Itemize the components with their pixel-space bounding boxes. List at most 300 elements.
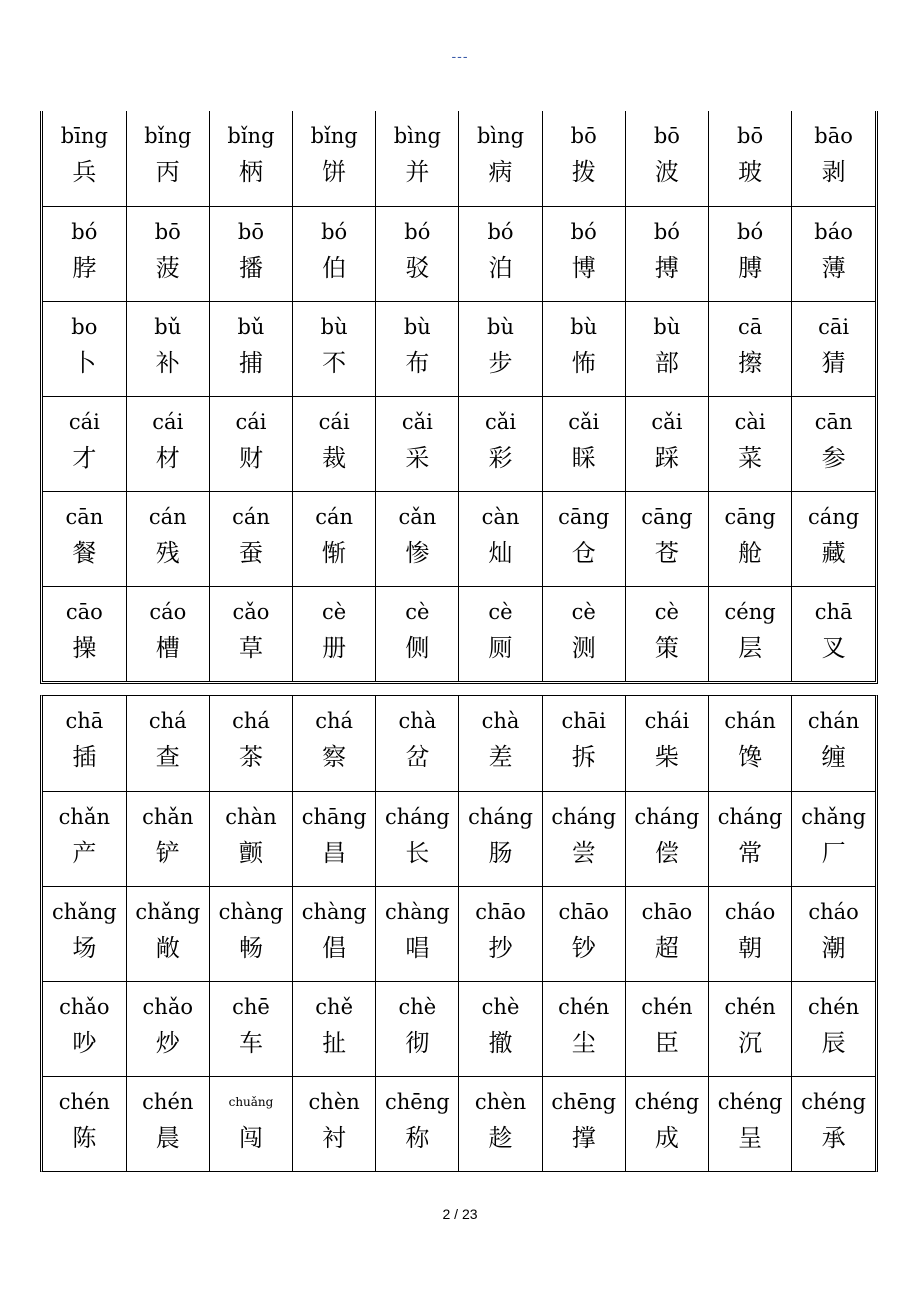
hanzi-character: 脖 [72, 253, 97, 282]
character-cell [209, 396, 292, 491]
hanzi-character: 舱 [738, 538, 763, 567]
character-cell [709, 981, 792, 1076]
pinyin-label: chǎo [142, 994, 193, 1019]
hanzi-character: 步 [488, 348, 513, 377]
character-cell [209, 586, 292, 681]
pinyin-label: cài [734, 409, 766, 434]
character-cell [43, 696, 126, 791]
character-cell [376, 791, 459, 886]
pinyin-label: bìng [393, 124, 441, 148]
character-cell [209, 696, 292, 791]
character-cell [542, 791, 625, 886]
hanzi-character: 产 [72, 838, 97, 867]
hanzi-character: 超 [654, 933, 679, 962]
pinyin-label: cán [232, 504, 270, 529]
hanzi-character: 惨 [405, 538, 430, 567]
character-cell [293, 981, 376, 1076]
pinyin-label: chēng [385, 1089, 450, 1114]
pinyin-label: bō [653, 124, 680, 148]
character-cell [542, 886, 625, 981]
hanzi-character: 肠 [488, 838, 513, 867]
character-cell [792, 981, 875, 1076]
hanzi-character: 倡 [322, 933, 347, 962]
pinyin-label: chāo [475, 899, 526, 924]
hanzi-character: 布 [405, 348, 430, 377]
pinyin-label: chuǎng [228, 1094, 274, 1109]
pinyin-label: chǎng [51, 899, 117, 924]
character-cell [293, 396, 376, 491]
table-row [43, 886, 875, 981]
hanzi-character: 柄 [238, 158, 263, 186]
character-cell [126, 696, 209, 791]
hanzi-character: 承 [821, 1123, 846, 1152]
character-cell [126, 981, 209, 1076]
pinyin-label: cǎn [398, 504, 437, 529]
hanzi-character: 成 [654, 1123, 679, 1152]
character-cell [126, 206, 209, 301]
pinyin-label: cè [322, 599, 347, 624]
pinyin-label: cān [814, 409, 853, 434]
hanzi-character: 苍 [654, 538, 679, 567]
character-cell [459, 206, 542, 301]
hanzi-character: 敞 [155, 933, 180, 962]
character-cell [709, 111, 792, 206]
pinyin-label: cái [152, 409, 184, 434]
hanzi-character: 槽 [155, 633, 180, 662]
character-cell [293, 491, 376, 586]
character-cell [542, 491, 625, 586]
character-cell [43, 301, 126, 396]
hanzi-character: 部 [654, 348, 679, 377]
hanzi-character: 畅 [238, 933, 263, 962]
character-cell [376, 111, 459, 206]
pinyin-label: chè [481, 994, 520, 1019]
character-cell [126, 301, 209, 396]
pinyin-label: chéng [634, 1089, 700, 1114]
character-cell [43, 111, 126, 206]
pinyin-label: càn [481, 504, 520, 529]
hanzi-character: 趁 [488, 1123, 513, 1152]
pinyin-label: cāng [558, 504, 610, 529]
pinyin-label: cháng [384, 804, 450, 829]
character-cell [709, 491, 792, 586]
hanzi-character: 泊 [488, 253, 513, 282]
hanzi-character: 昌 [322, 838, 347, 867]
hanzi-character: 叉 [821, 633, 846, 662]
hanzi-character: 撤 [488, 1028, 513, 1057]
hanzi-character: 钞 [571, 933, 596, 962]
character-cell [376, 1076, 459, 1171]
hanzi-character: 呈 [738, 1123, 763, 1152]
pinyin-grid-block-1 [40, 111, 878, 684]
pinyin-label: chǎo [59, 994, 110, 1019]
hanzi-character: 策 [654, 633, 679, 662]
pinyin-label: cǎo [232, 599, 270, 624]
table-row [43, 491, 875, 586]
hanzi-character: 病 [488, 158, 513, 186]
pinyin-label: bāo [814, 124, 853, 148]
pinyin-label: chàng [301, 899, 367, 924]
pinyin-label: cǎi [485, 409, 517, 434]
pinyin-label: chāo [641, 899, 693, 924]
pinyin-label: chén [142, 1089, 194, 1114]
pinyin-label: cāi [818, 314, 850, 339]
pinyin-label: chén [558, 994, 610, 1019]
pinyin-label: chà [398, 709, 437, 733]
character-cell [792, 396, 875, 491]
table-row [43, 981, 875, 1076]
pinyin-label: cháng [634, 804, 700, 829]
hanzi-character: 捕 [238, 348, 263, 377]
character-cell [43, 396, 126, 491]
hanzi-character: 插 [72, 743, 97, 771]
pinyin-label: cǎi [568, 409, 600, 434]
character-cell [376, 396, 459, 491]
character-cell [625, 491, 708, 586]
hanzi-character: 搏 [654, 253, 679, 282]
hanzi-character: 臣 [654, 1028, 679, 1057]
character-cell [792, 586, 875, 681]
hanzi-character: 并 [405, 158, 430, 186]
character-cell [625, 301, 708, 396]
character-cell [293, 886, 376, 981]
pinyin-label: bo [71, 314, 98, 339]
pinyin-label: bó [71, 219, 98, 244]
pinyin-label: chē [232, 994, 270, 1019]
character-cell [209, 791, 292, 886]
hanzi-character: 炒 [155, 1028, 180, 1057]
hanzi-character: 菠 [155, 253, 180, 282]
character-cell [792, 1076, 875, 1171]
hanzi-character: 陈 [72, 1123, 97, 1152]
hanzi-character: 博 [571, 253, 596, 282]
hanzi-character: 称 [405, 1123, 430, 1152]
character-cell [43, 791, 126, 886]
pinyin-label: chā [65, 709, 104, 733]
hanzi-character: 察 [322, 743, 347, 771]
character-cell [126, 886, 209, 981]
pinyin-label: chán [807, 709, 860, 733]
hanzi-character: 馋 [738, 743, 763, 771]
pinyin-label: cái [318, 409, 350, 434]
character-cell [709, 301, 792, 396]
hanzi-character: 册 [322, 633, 347, 662]
pinyin-label: chén [58, 1089, 110, 1114]
hanzi-character: 菜 [738, 443, 763, 472]
pinyin-label: chāi [561, 709, 606, 733]
hanzi-character: 丙 [155, 158, 180, 186]
pinyin-label: bǐng [310, 124, 358, 148]
character-cell [459, 111, 542, 206]
pinyin-label: cāng [641, 504, 693, 529]
character-cell [293, 301, 376, 396]
pinyin-label: cā [737, 314, 763, 339]
character-cell [43, 981, 126, 1076]
hanzi-character: 长 [405, 838, 430, 867]
character-cell [709, 396, 792, 491]
character-cell [376, 981, 459, 1076]
pinyin-label: chè [398, 994, 437, 1019]
hanzi-character: 播 [238, 253, 263, 282]
pinyin-label: cān [65, 504, 104, 529]
hanzi-character: 踩 [654, 443, 679, 472]
hanzi-character: 厕 [488, 633, 513, 662]
pinyin-label: báo [814, 219, 853, 244]
table-row [43, 1076, 875, 1171]
hanzi-character: 测 [571, 633, 596, 662]
hanzi-character: 铲 [155, 838, 180, 867]
hanzi-character: 常 [738, 838, 763, 867]
hanzi-character: 操 [72, 633, 97, 662]
pinyin-label: cáng [807, 504, 860, 529]
table-row [43, 586, 875, 681]
hanzi-character: 卜 [72, 348, 97, 377]
pinyin-label: chǎng [801, 804, 866, 829]
character-cell [126, 111, 209, 206]
character-cell [709, 586, 792, 681]
pinyin-label: chèn [308, 1089, 360, 1114]
hanzi-character: 侧 [405, 633, 430, 662]
pinyin-label: bù [570, 314, 598, 339]
character-cell [459, 1076, 542, 1171]
character-cell [126, 491, 209, 586]
pinyin-label: chàng [218, 899, 284, 924]
pinyin-label: chén [724, 994, 776, 1019]
pinyin-label: bù [320, 314, 348, 339]
character-cell [376, 696, 459, 791]
character-cell [459, 586, 542, 681]
character-cell [459, 791, 542, 886]
pinyin-label: cáo [149, 599, 187, 624]
pinyin-label: chà [481, 709, 520, 733]
character-cell [293, 111, 376, 206]
character-cell [792, 206, 875, 301]
pinyin-label: bó [404, 219, 431, 244]
pinyin-label: chǎn [58, 804, 111, 829]
hanzi-character: 猜 [821, 348, 846, 377]
pinyin-label: bù [487, 314, 515, 339]
hanzi-character: 抄 [488, 933, 513, 962]
hanzi-character: 材 [155, 443, 180, 472]
hanzi-character: 岔 [405, 743, 430, 771]
hanzi-character: 彻 [405, 1028, 430, 1057]
hanzi-character: 拆 [571, 743, 596, 771]
character-cell [376, 301, 459, 396]
pinyin-label: cè [654, 599, 679, 624]
hanzi-character: 查 [155, 743, 180, 771]
pinyin-label: bó [653, 219, 680, 244]
character-cell [376, 586, 459, 681]
character-cell [459, 396, 542, 491]
pinyin-label: cán [315, 504, 354, 529]
character-cell [376, 206, 459, 301]
hanzi-character: 沉 [738, 1028, 763, 1057]
hanzi-character: 彩 [488, 443, 513, 472]
hanzi-character: 晨 [155, 1123, 180, 1152]
character-cell [43, 886, 126, 981]
character-cell [376, 491, 459, 586]
pinyin-label: chén [641, 994, 693, 1019]
character-cell [792, 491, 875, 586]
pinyin-label: chǎng [135, 899, 201, 924]
pinyin-label: bù [403, 314, 431, 339]
character-cell [459, 491, 542, 586]
pinyin-label: chèn [474, 1089, 527, 1114]
character-cell [625, 111, 708, 206]
character-cell [542, 981, 625, 1076]
hanzi-character: 才 [72, 443, 97, 472]
pinyin-label: bó [570, 219, 597, 244]
character-cell [209, 1076, 292, 1171]
table-row [43, 696, 875, 791]
character-cell [293, 696, 376, 791]
hanzi-character: 闯 [238, 1123, 263, 1152]
hanzi-character: 场 [72, 933, 97, 962]
character-cell [542, 586, 625, 681]
character-cell [209, 111, 292, 206]
table-row [43, 791, 875, 886]
hanzi-character: 残 [155, 538, 180, 567]
hanzi-character: 餐 [72, 538, 97, 567]
character-cell [709, 696, 792, 791]
character-cell [209, 886, 292, 981]
pinyin-label: cháng [717, 804, 783, 829]
pinyin-table [43, 696, 875, 1171]
character-cell [293, 206, 376, 301]
hanzi-character: 尝 [571, 838, 596, 867]
hanzi-character: 草 [238, 633, 263, 662]
character-cell [625, 886, 708, 981]
pinyin-label: chéng [717, 1089, 783, 1114]
character-cell [709, 1076, 792, 1171]
hanzi-character: 蚕 [238, 538, 263, 567]
pinyin-label: bó [737, 219, 764, 244]
character-cell [209, 206, 292, 301]
character-cell [792, 886, 875, 981]
character-cell [126, 396, 209, 491]
pinyin-label: cāng [724, 504, 776, 529]
hanzi-character: 伯 [322, 253, 347, 282]
character-cell [625, 206, 708, 301]
pinyin-label: cái [235, 409, 267, 434]
pinyin-label: chāng [301, 804, 367, 829]
hanzi-character: 怖 [571, 348, 596, 377]
pinyin-label: bō [570, 124, 597, 148]
hanzi-character: 辰 [821, 1028, 846, 1057]
character-cell [709, 791, 792, 886]
hanzi-character: 擦 [738, 348, 763, 377]
hanzi-character: 撑 [571, 1123, 596, 1152]
hanzi-character: 扯 [322, 1028, 347, 1057]
hanzi-character: 玻 [738, 158, 763, 186]
pinyin-label: cái [68, 409, 100, 434]
hanzi-character: 藏 [821, 538, 846, 567]
hanzi-character: 膊 [738, 253, 763, 282]
hanzi-character: 兵 [72, 158, 97, 186]
character-cell [43, 206, 126, 301]
pinyin-table [43, 111, 875, 681]
character-cell [293, 586, 376, 681]
hanzi-character: 拨 [571, 158, 596, 186]
pinyin-label: cè [571, 599, 596, 624]
pinyin-label: cè [405, 599, 430, 624]
character-cell [542, 111, 625, 206]
pinyin-label: cán [148, 504, 187, 529]
character-cell [376, 886, 459, 981]
pinyin-label: cháng [468, 804, 533, 829]
pinyin-label: chāo [558, 899, 609, 924]
pinyin-label: chàng [384, 899, 450, 924]
character-cell [293, 791, 376, 886]
pinyin-label: chéng [801, 1089, 866, 1114]
table-row [43, 111, 875, 206]
character-cell [792, 791, 875, 886]
table-row [43, 301, 875, 396]
character-cell [43, 491, 126, 586]
pinyin-label: chá [315, 709, 354, 733]
character-cell [43, 586, 126, 681]
pinyin-label: bǔ [237, 314, 265, 339]
character-cell [625, 791, 708, 886]
character-cell [209, 301, 292, 396]
character-cell [792, 301, 875, 396]
pinyin-label: cháo [724, 899, 776, 924]
hanzi-character: 不 [322, 348, 347, 377]
hanzi-character: 衬 [322, 1123, 347, 1152]
pinyin-label: bō [237, 219, 265, 244]
pinyin-label: chái [644, 709, 690, 733]
hanzi-character: 颤 [238, 838, 263, 867]
hanzi-character: 缠 [821, 743, 846, 771]
hanzi-character: 车 [238, 1028, 263, 1057]
hanzi-character: 差 [488, 743, 513, 771]
character-cell [625, 1076, 708, 1171]
character-cell [792, 696, 875, 791]
character-cell [459, 696, 542, 791]
hanzi-character: 参 [821, 443, 846, 472]
hanzi-character: 饼 [322, 158, 347, 186]
pinyin-label: chàn [225, 804, 277, 829]
character-cell [459, 886, 542, 981]
pinyin-label: bō [154, 219, 181, 244]
hanzi-character: 茶 [238, 743, 263, 771]
hanzi-character: 裁 [322, 443, 347, 472]
character-cell [126, 1076, 209, 1171]
character-cell [542, 696, 625, 791]
pinyin-label: chán [724, 709, 776, 733]
pinyin-label: chǎn [142, 804, 194, 829]
hanzi-character: 财 [238, 443, 263, 472]
pinyin-label: chě [315, 994, 354, 1019]
hanzi-character: 唱 [405, 933, 430, 962]
hanzi-character: 采 [405, 443, 430, 472]
pinyin-label: chā [814, 599, 853, 624]
table-row [43, 206, 875, 301]
character-cell [542, 301, 625, 396]
character-cell [126, 791, 209, 886]
hanzi-character: 灿 [488, 538, 513, 567]
hanzi-character: 厂 [821, 838, 846, 867]
hanzi-character: 薄 [821, 253, 846, 282]
character-cell [459, 301, 542, 396]
table-row [43, 396, 875, 491]
pinyin-label: céng [724, 599, 776, 624]
character-cell [709, 206, 792, 301]
pinyin-label: cāo [65, 599, 103, 624]
pinyin-label: bīng [60, 124, 108, 148]
character-cell [542, 206, 625, 301]
character-cell [709, 886, 792, 981]
